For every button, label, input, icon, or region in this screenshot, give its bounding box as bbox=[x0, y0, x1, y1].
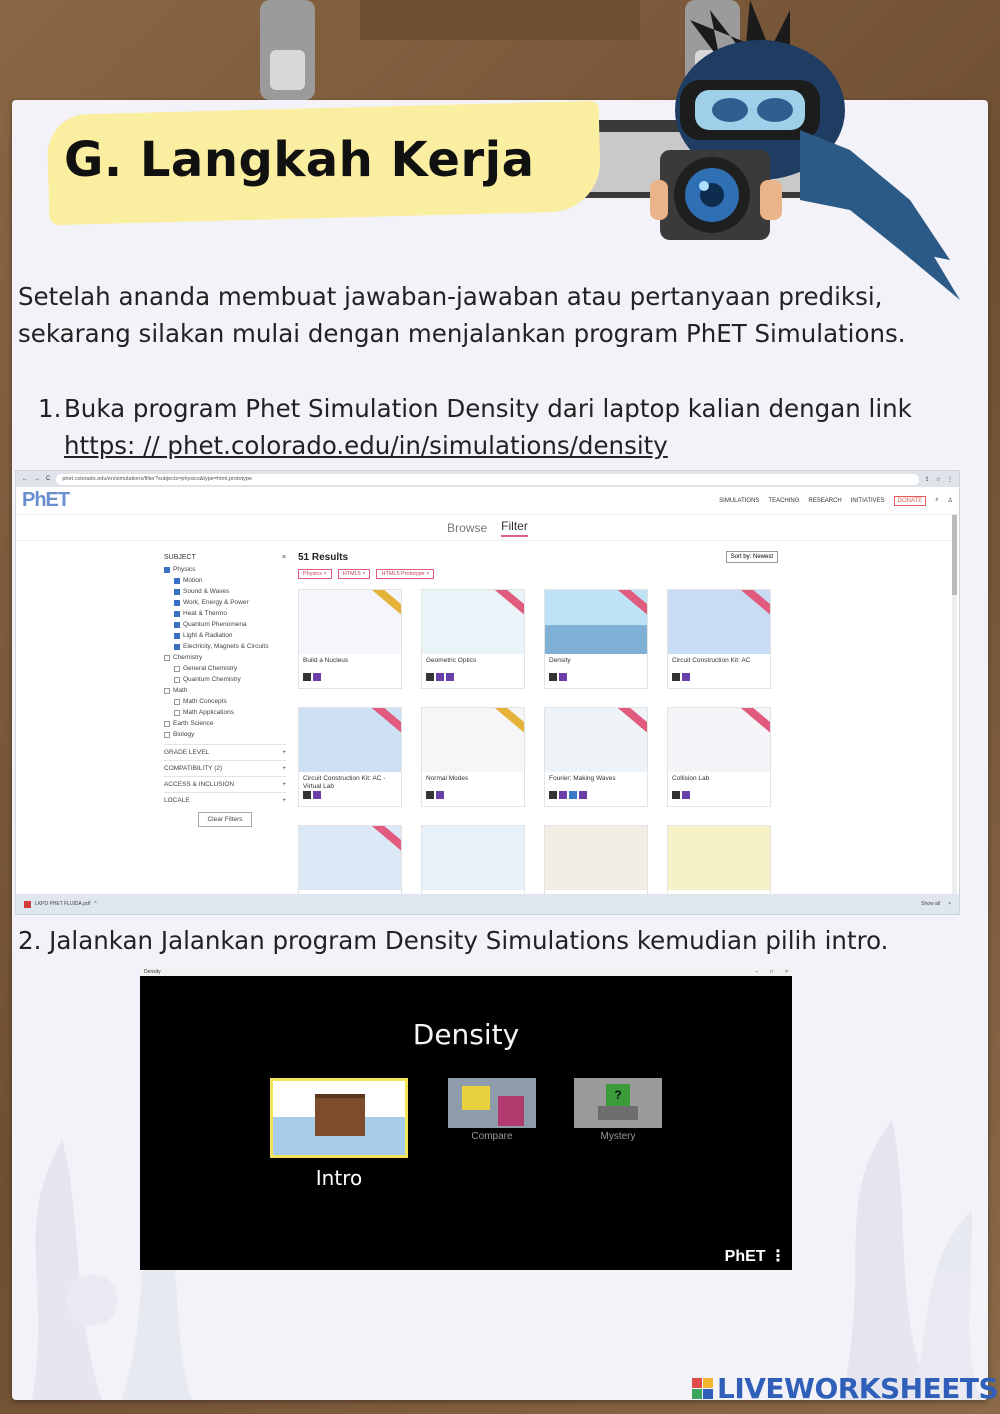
intro-label[interactable]: Intro bbox=[315, 1166, 363, 1190]
filter-earth-science[interactable]: Earth Science bbox=[164, 718, 286, 729]
diver-camera-illustration bbox=[650, 0, 970, 300]
intro-paragraph: Setelah ananda membuat jawaban-jawaban atau pertanyaan prediksi, sekarang silakan mulai dengan menjalankan program PhET Simulations. bbox=[18, 282, 906, 348]
yellow-block-icon bbox=[462, 1086, 490, 1110]
results-panel bbox=[298, 551, 778, 915]
density-sim-screenshot bbox=[140, 968, 792, 1270]
section-access-inclusion[interactable]: ACCESS & INCLUSION + bbox=[164, 776, 286, 788]
compare-screen-button[interactable] bbox=[448, 1078, 536, 1128]
nav-initiatives[interactable]: INITIATIVES bbox=[850, 497, 885, 504]
section-locale[interactable]: LOCALE + bbox=[164, 792, 286, 804]
show-all-link[interactable]: Show all bbox=[921, 901, 941, 907]
phet-menu-button[interactable]: PhET ⋮ bbox=[724, 1248, 786, 1265]
filter-math-concepts[interactable]: Math Concepts bbox=[164, 696, 286, 707]
back-icon[interactable]: ← bbox=[22, 476, 28, 482]
sim-card[interactable]: Density bbox=[544, 589, 648, 689]
step-2-text: 2. Jalankan Jalankan program Density Simulations kemudian pilih intro. bbox=[18, 926, 889, 955]
mystery-block-icon: ? bbox=[606, 1084, 630, 1106]
filter-sidebar bbox=[164, 551, 286, 827]
filter-general-chemistry[interactable]: General Chemistry bbox=[164, 663, 286, 674]
tab-filter[interactable]: Filter bbox=[501, 519, 528, 537]
user-icon[interactable]: ♙ bbox=[947, 498, 953, 504]
phet-header bbox=[16, 487, 959, 515]
section-heading: G. Langkah Kerja bbox=[64, 132, 535, 188]
density-link[interactable]: https: // phet.colorado.edu/in/simulations/density bbox=[64, 431, 668, 460]
phet-logo[interactable]: PhET bbox=[22, 489, 70, 511]
address-bar[interactable]: phet.colorado.edu/en/simulations/filter?subjects=physics&type=html,prototype bbox=[56, 474, 918, 485]
pdf-icon bbox=[24, 901, 31, 908]
sim-title: Density bbox=[412, 1018, 520, 1051]
filter-quantum-chemistry[interactable]: Quantum Chemistry bbox=[164, 674, 286, 685]
filter-math[interactable]: Math bbox=[164, 685, 286, 696]
chevron-up-icon[interactable]: ^ bbox=[94, 901, 97, 907]
sim-card[interactable]: Circuit Construction Kit: AC - Virtual Lab bbox=[298, 707, 402, 807]
filter-light[interactable]: Light & Radiation bbox=[164, 630, 286, 641]
nav-teaching[interactable]: TEACHING bbox=[768, 497, 800, 504]
search-icon[interactable]: ⌕ bbox=[935, 497, 939, 503]
maximize-icon[interactable]: □ bbox=[770, 969, 774, 975]
download-item[interactable]: LKPD PHET FLUIDA.pdf ^ bbox=[24, 901, 97, 908]
sim-card[interactable]: Circuit Construction Kit: AC bbox=[667, 589, 771, 689]
share-icon[interactable]: ⇪ bbox=[924, 476, 930, 483]
filter-biology[interactable]: Biology bbox=[164, 729, 286, 740]
reload-icon[interactable]: C bbox=[46, 476, 51, 482]
tab-browse[interactable]: Browse bbox=[447, 520, 488, 535]
window-title: Density bbox=[144, 969, 161, 975]
close-icon[interactable]: × bbox=[948, 901, 951, 907]
forward-icon[interactable]: → bbox=[34, 476, 40, 482]
sim-card[interactable]: Geometric Optics bbox=[421, 589, 525, 689]
minimize-icon[interactable]: – bbox=[755, 969, 759, 975]
sim-card[interactable]: Normal Modes bbox=[421, 707, 525, 807]
browse-filter-tabs bbox=[16, 515, 959, 541]
scale-icon bbox=[598, 1106, 638, 1120]
results-count: 51 Results bbox=[298, 551, 349, 563]
liveworksheets-logo-icon bbox=[692, 1378, 713, 1399]
nav-simulations[interactable]: SIMULATIONS bbox=[719, 497, 760, 504]
filter-chemistry[interactable]: Chemistry bbox=[164, 652, 286, 663]
simulation-grid bbox=[298, 589, 778, 915]
intro-screen-button[interactable] bbox=[270, 1078, 408, 1158]
plus-icon: + bbox=[282, 797, 286, 804]
sort-select[interactable]: Sort by: Newest bbox=[726, 551, 778, 563]
compare-label[interactable]: Compare bbox=[471, 1131, 513, 1142]
chip-html5-prototype[interactable]: HTML5 Prototype × bbox=[376, 569, 434, 579]
step-1-number: 1. bbox=[38, 394, 62, 423]
section-compatibility[interactable]: COMPATIBILITY (2) + bbox=[164, 760, 286, 772]
filter-work-energy[interactable]: Work, Energy & Power bbox=[164, 597, 286, 608]
liveworksheets-watermark: LIVEWORKSHEETS bbox=[692, 1372, 998, 1405]
magenta-block-icon bbox=[498, 1096, 524, 1126]
chip-html5[interactable]: HTML5 × bbox=[338, 569, 371, 579]
close-icon[interactable]: × bbox=[281, 554, 286, 561]
step-1-text: Buka program Phet Simulation Density dari laptop kalian dengan link bbox=[64, 394, 912, 423]
filter-sound-waves[interactable]: Sound & Waves bbox=[164, 586, 286, 597]
sim-card[interactable]: Build a Nucleus bbox=[298, 589, 402, 689]
subject-heading: SUBJECT × bbox=[164, 554, 286, 561]
plus-icon: + bbox=[282, 765, 286, 772]
top-nav bbox=[719, 496, 953, 506]
filter-quantum[interactable]: Quantum Phenomena bbox=[164, 619, 286, 630]
nav-research[interactable]: RESEARCH bbox=[808, 497, 842, 504]
plus-icon: + bbox=[282, 749, 286, 756]
star-icon[interactable]: ☆ bbox=[935, 476, 941, 483]
plus-icon: + bbox=[282, 781, 286, 788]
filter-math-applications[interactable]: Math Applications bbox=[164, 707, 286, 718]
filter-heat-thermo[interactable]: Heat & Thermo bbox=[164, 608, 286, 619]
mystery-screen-button[interactable] bbox=[574, 1078, 662, 1128]
close-icon[interactable]: × bbox=[785, 969, 788, 975]
chip-physics[interactable]: Physics × bbox=[298, 569, 332, 579]
browser-toolbar bbox=[16, 471, 959, 487]
scrollbar[interactable] bbox=[952, 515, 957, 895]
wood-block-icon bbox=[315, 1094, 365, 1136]
donate-button[interactable]: DONATE bbox=[894, 496, 927, 506]
sim-card[interactable]: Fourier: Making Waves bbox=[544, 707, 648, 807]
window-titlebar bbox=[140, 968, 792, 976]
mystery-label[interactable]: Mystery bbox=[600, 1131, 636, 1142]
filter-physics[interactable]: Physics bbox=[164, 564, 286, 575]
active-filter-chips bbox=[298, 569, 778, 579]
section-grade-level[interactable]: GRADE LEVEL + bbox=[164, 744, 286, 756]
clear-filters-button[interactable]: Clear Filters bbox=[198, 812, 252, 827]
filter-electricity[interactable]: Electricity, Magnets & Circuits bbox=[164, 641, 286, 652]
menu-icon[interactable]: ⋮ bbox=[947, 476, 953, 483]
filter-motion[interactable]: Motion bbox=[164, 575, 286, 586]
sim-card[interactable]: Collision Lab bbox=[667, 707, 771, 807]
download-bar bbox=[16, 894, 959, 914]
phet-browser-screenshot bbox=[15, 470, 960, 915]
